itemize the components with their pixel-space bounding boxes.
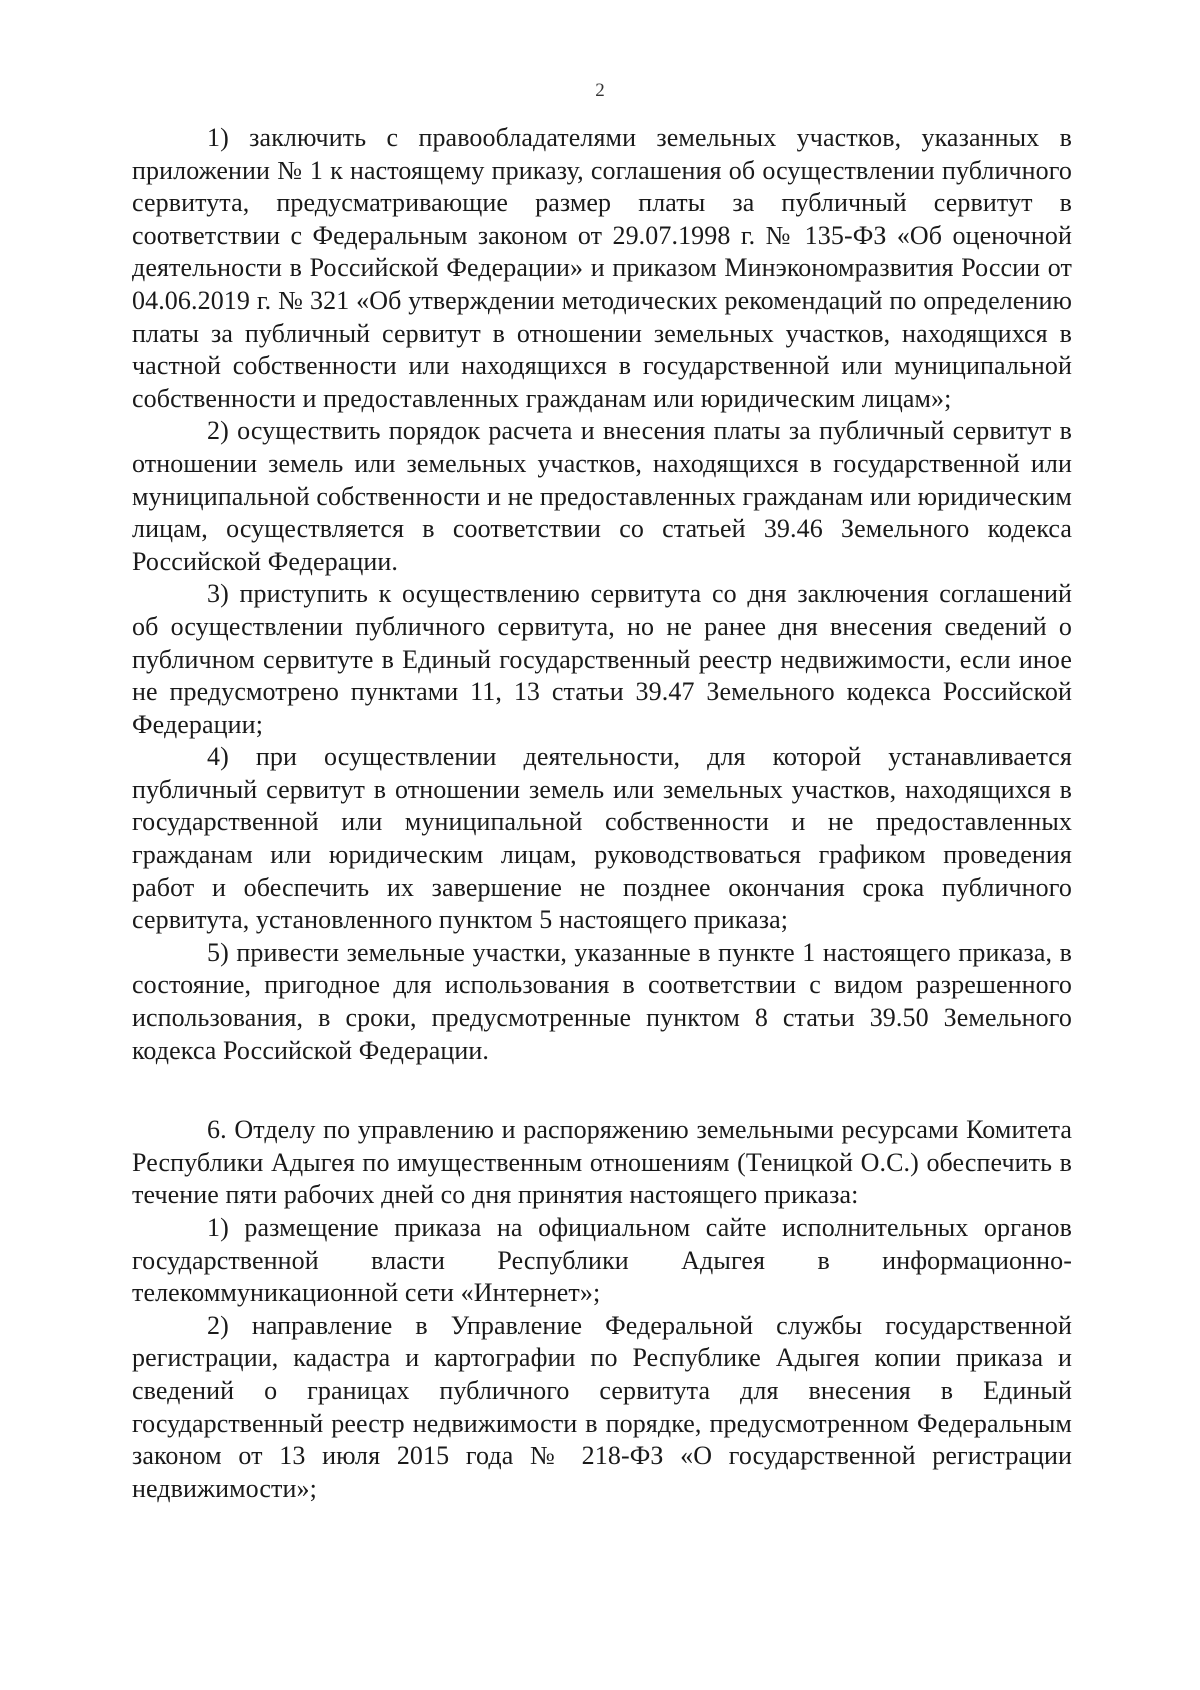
- paragraph-item-3: 3) приступить к осуществлению сервитута со дня заключения соглашений об осуществлении публичного сервитута, но не ранее дня внесения сведений о публичном сервитуте в Единый государственный реестр недвижимости, если иное не предусмотрено пунктами 11, 13 статьи 39.47 Земельного кодекса Российской Федерации;: [132, 579, 1072, 739]
- document-body: [132, 122, 1072, 1505]
- paragraph-section-6: 6. Отделу по управлению и распоряжению земельными ресурсами Комитета Республики Адыгея по имущественным отношениям (Теницкой О.С.) обеспечить в течение пяти рабочих дней со дня принятия настоящего приказа:: [132, 1115, 1072, 1210]
- paragraph-item-5: 5) привести земельные участки, указанные в пункте 1 настоящего приказа, в состояние, пригодное для использования в соответствии с видом разрешенного использования, в сроки, предусмотренные пунктом 8 статьи 39.50 Земельного кодекса Российской Федерации.: [132, 937, 1072, 1065]
- page-number: 2: [595, 80, 605, 101]
- paragraph-item-4: 4) при осуществлении деятельности, для которой устанавливается публичный сервитут в отношении земель или земельных участков, находящихся в государственной или муниципальной собственности и не предоставленных гражданам или юридическим лицам, руководствоваться графиком проведения работ и обеспечить их завершение не позднее окончания срока публичного сервитута, установленного пунктом 5 настоящего приказа;: [132, 742, 1072, 935]
- paragraph-item-2: 2) осуществить порядок расчета и внесения платы за публичный сервитут в отношении земель или земельных участков, находящихся в государственной или муниципальной собственности и не предоставленных гражданам или юридическим лицам, осуществляется в соответствии со статьей 39.46 Земельного кодекса Российской Федерации.: [132, 416, 1072, 576]
- paragraph-item-1: 1) заключить с правообладателями земельных участков, указанных в приложении № 1 к настоящему приказу, соглашения об осуществлении публичного сервитута, предусматривающие размер платы за публичный сервитут в соответствии с Федеральным законом от 29.07.1998 г. № 135-ФЗ «Об оценочной деятельности в Российской Федерации» и приказом Минэкономразвития России от 04.06.2019 г. № 321 «Об утверждении методических рекомендаций по определению платы за публичный сервитут в отношении земельных участков, находящихся в частной собственности или находящихся в государственной или муниципальной собственности и предоставленных гражданам или юридическим лицам»;: [132, 123, 1072, 413]
- paragraph-section-6-item-2: 2) направление в Управление Федеральной службы государственной регистрации, кадастра и картографии по Республике Адыгея копии приказа и сведений о границах публичного сервитута для внесения в Единый государственный реестр недвижимости в порядке, предусмотренном Федеральным законом от 13 июля 2015 года № 218-ФЗ «О государственной регистрации недвижимости»;: [132, 1310, 1072, 1503]
- paragraph-section-6-item-1: 1) размещение приказа на официальном сайте исполнительных органов государственной власти Республики Адыгея в информационно-телекоммуникационной сети «Интернет»;: [132, 1213, 1072, 1308]
